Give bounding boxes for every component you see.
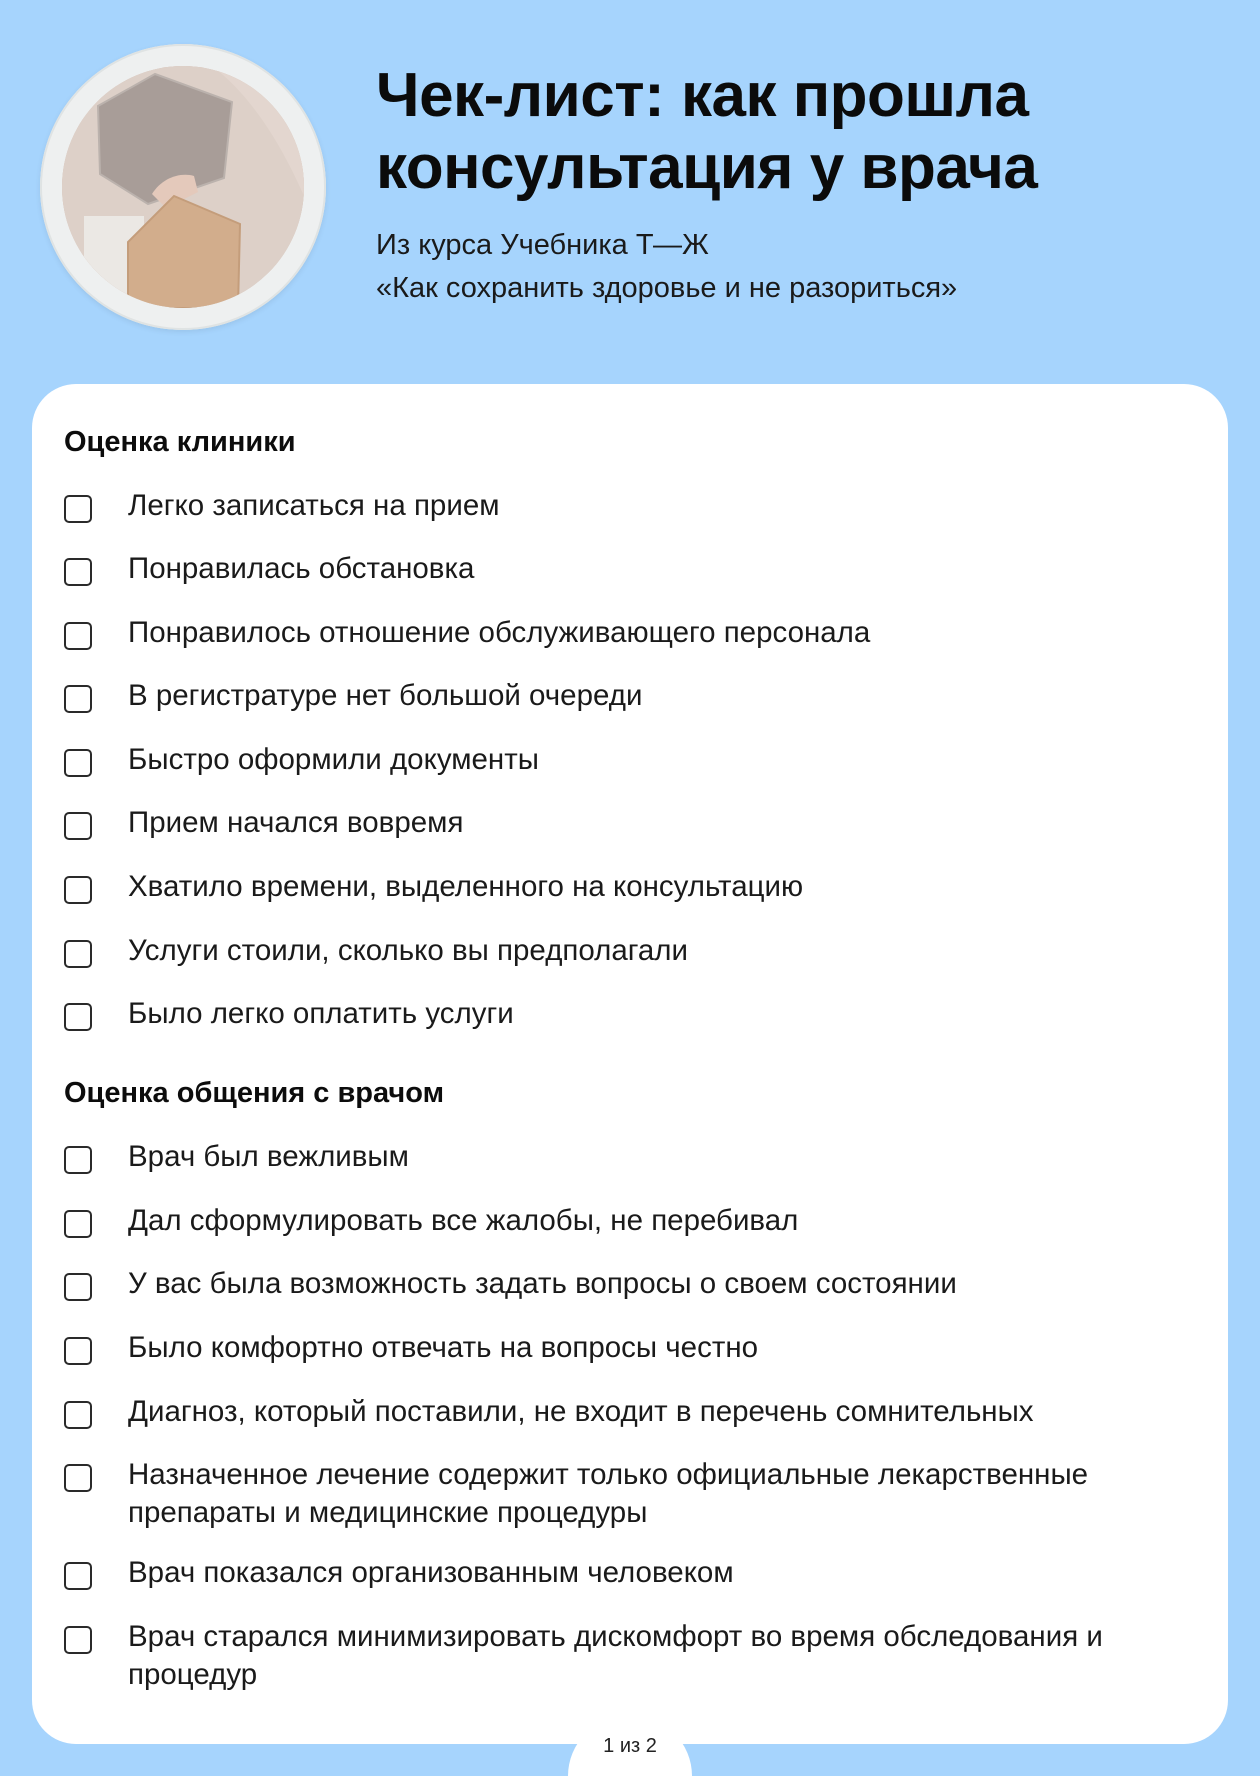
subtitle-course: Из курса Учебника Т—Ж <box>376 229 709 261</box>
checklist-item-label: Было легко оплатить услуги <box>128 997 514 1030</box>
checkbox[interactable] <box>64 558 92 586</box>
checklist-item-label: Врач был вежливым <box>128 1140 409 1173</box>
checklist-item-label: Врач старался минимизировать дискомфорт во время обследования и процедур <box>128 1620 1103 1691</box>
checklist-card <box>32 384 1228 1744</box>
avatar-illustration <box>62 66 304 308</box>
checkbox[interactable] <box>64 685 92 713</box>
checklist-item-label: Диагноз, который поставили, не входит в перечень сомнительных <box>128 1395 1034 1428</box>
checklist-item-label: Быстро оформили документы <box>128 743 539 776</box>
checkbox[interactable] <box>64 495 92 523</box>
checklist-item-label: Назначенное лечение содержит только официальные лекарственные препараты и медицинские процедуры <box>128 1458 1089 1529</box>
checklist-item-label: Хватило времени, выделенного на консультацию <box>128 870 804 903</box>
section-title-clinic: Оценка клиники <box>64 426 296 458</box>
checklist-item-label: В регистратуре нет большой очереди <box>128 679 643 712</box>
checkbox[interactable] <box>64 1210 92 1238</box>
page-title-line-1: Чек-лист: как прошла <box>376 61 1029 130</box>
checklist-item-label: Легко записаться на прием <box>128 489 500 522</box>
page-indicator: 1 из 2 <box>568 1716 692 1776</box>
checklist-item-label: Услуги стоили, сколько вы предполагали <box>128 934 688 967</box>
page-subtitle <box>376 224 1236 310</box>
checkbox[interactable] <box>64 1401 92 1429</box>
page-title <box>376 60 1216 204</box>
checkbox[interactable] <box>64 1146 92 1174</box>
checkbox[interactable] <box>64 1273 92 1301</box>
checkbox[interactable] <box>64 622 92 650</box>
checkbox[interactable] <box>64 812 92 840</box>
checkbox[interactable] <box>64 1003 92 1031</box>
checklist-item-label: Понравилась обстановка <box>128 552 475 585</box>
checkbox[interactable] <box>64 749 92 777</box>
checklist-item-label: Врач показался организованным человеком <box>128 1556 734 1589</box>
checklist-item-label: Было комфортно отвечать на вопросы честно <box>128 1331 759 1364</box>
section-title-doctor: Оценка общения с врачом <box>64 1077 445 1109</box>
checkbox[interactable] <box>64 940 92 968</box>
subtitle-course-name: «Как сохранить здоровье и не разориться» <box>376 272 958 304</box>
checkbox[interactable] <box>64 1337 92 1365</box>
avatar-photo <box>62 66 304 308</box>
checklist-item-label: Понравилось отношение обслуживающего персонала <box>128 616 871 649</box>
checkbox[interactable] <box>64 1562 92 1590</box>
checkbox[interactable] <box>64 1626 92 1654</box>
checklist-item-label: Дал сформулировать все жалобы, не перебивал <box>128 1204 799 1237</box>
header-avatar <box>40 44 326 330</box>
page-title-line-2: консультация у врача <box>376 133 1038 202</box>
checkbox[interactable] <box>64 876 92 904</box>
checkbox[interactable] <box>64 1464 92 1492</box>
checklist-item-label: У вас была возможность задать вопросы о своем состоянии <box>128 1267 957 1300</box>
checklist-item-label: Прием начался вовремя <box>128 806 464 839</box>
